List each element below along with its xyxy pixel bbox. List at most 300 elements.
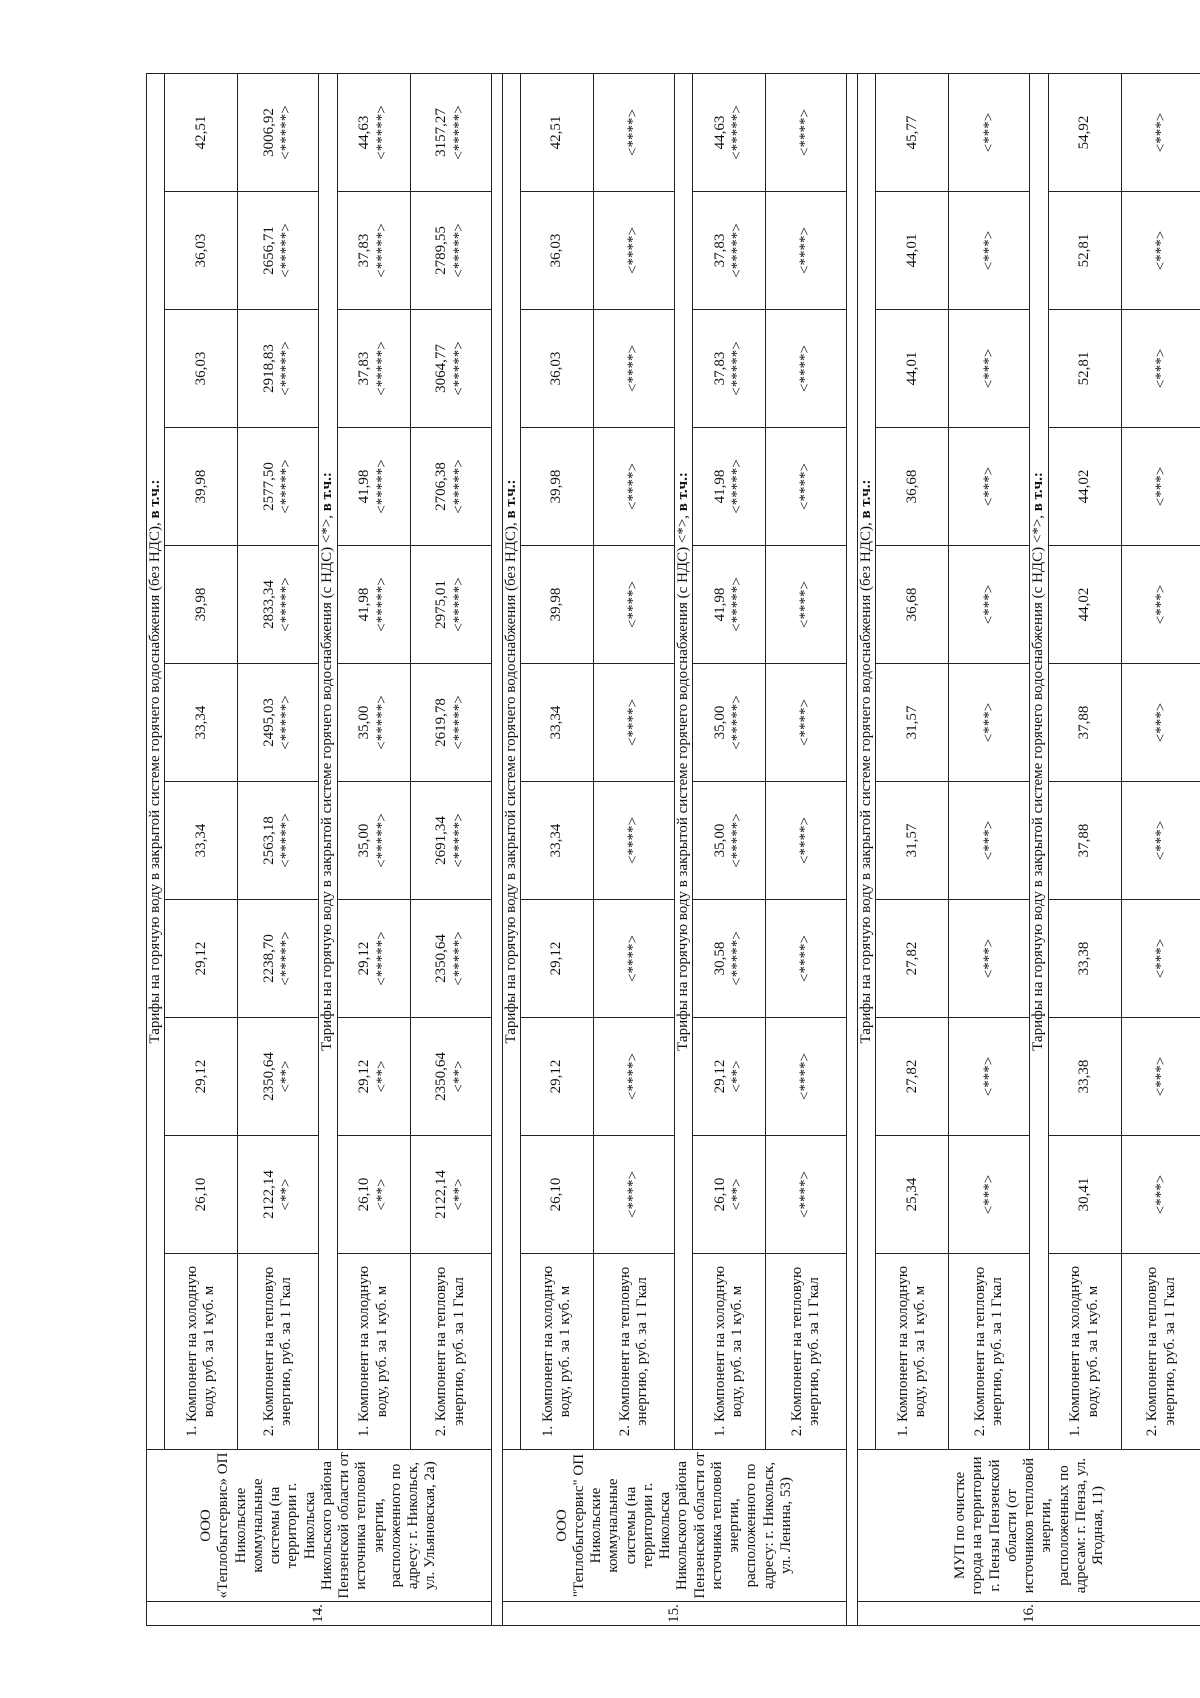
tariff-value: 2789,55	[433, 226, 450, 275]
tariff-row	[593, 73, 674, 1625]
tariff-value: 54,92	[1075, 115, 1092, 150]
tariff-value: 33,34	[192, 823, 209, 858]
tariff-value-cell	[165, 900, 238, 1018]
tariff-value-cell	[337, 310, 410, 428]
tariff-value: <***>	[980, 938, 997, 979]
tariff-value-cell	[520, 428, 593, 546]
tariff-value-cell	[593, 664, 674, 782]
tariff-value: <****>	[797, 1171, 814, 1218]
tariff-value-cell	[766, 73, 847, 191]
tariff-value-cell	[766, 428, 847, 546]
tariff-value-cell	[1048, 310, 1121, 428]
tariff-value: <****>	[797, 109, 814, 156]
tariff-value-cell	[410, 546, 491, 664]
section-header	[858, 73, 876, 1449]
tariff-value-cell	[337, 428, 410, 546]
tariff-value: <****>	[797, 345, 814, 392]
row-label: 2. Компонент на тепловую энергию, руб. за 1 Гкал	[949, 1254, 1030, 1450]
tariff-note: <*****>	[278, 813, 295, 868]
tariff-value: 31,57	[903, 705, 920, 740]
tariff-value: <****>	[625, 581, 642, 628]
tariff-value-cell	[165, 546, 238, 664]
tariff-value: <***>	[980, 348, 997, 389]
tariff-value: <***>	[1152, 1174, 1169, 1215]
tariff-value-cell	[1121, 900, 1200, 1018]
tariff-value-cell	[593, 192, 674, 310]
tariff-value-cell	[410, 428, 491, 546]
tariff-value-cell	[410, 664, 491, 782]
block-separator-row	[847, 73, 858, 1625]
tariff-value-cell	[410, 782, 491, 900]
tariff-value: <***>	[1152, 348, 1169, 389]
tariff-value: <***>	[1152, 466, 1169, 507]
tariff-value-cell	[165, 428, 238, 546]
tariff-value-cell	[593, 73, 674, 191]
tariff-value-cell	[593, 428, 674, 546]
tariff-value: <****>	[625, 345, 642, 392]
tariff-value: 52,81	[1075, 351, 1092, 386]
tariff-value-cell	[949, 664, 1030, 782]
tariff-value: <***>	[1152, 584, 1169, 625]
tariff-value-cell	[1048, 546, 1121, 664]
tariff-value: <***>	[980, 702, 997, 743]
tariff-value: 30,41	[1075, 1177, 1092, 1212]
tariff-value: 2833,34	[261, 580, 277, 629]
section-header-row	[1030, 73, 1048, 1625]
tariff-value: 33,34	[548, 705, 565, 740]
tariff-value: <****>	[625, 699, 642, 746]
tariff-value-cell	[410, 192, 491, 310]
tariff-value-cell	[766, 900, 847, 1018]
tariff-value-cell	[766, 1018, 847, 1136]
tariff-value-cell	[337, 664, 410, 782]
tariff-value-cell	[165, 782, 238, 900]
tariff-note: <*****>	[373, 577, 390, 632]
tariff-value: 44,63	[711, 115, 728, 150]
tariff-note: <*****>	[729, 459, 745, 514]
tariff-value: 26,10	[711, 1177, 728, 1212]
tariff-value-cell	[693, 1018, 766, 1136]
tariff-value: <***>	[1152, 820, 1169, 861]
tariff-row	[1121, 73, 1200, 1625]
tariff-value: 36,03	[192, 233, 209, 268]
tariff-value-cell	[520, 782, 593, 900]
tariff-note: <*****>	[373, 459, 390, 514]
tariff-value-cell	[876, 900, 949, 1018]
tariff-value: <****>	[625, 227, 642, 274]
tariff-value: 36,03	[548, 351, 565, 386]
tariff-row	[949, 73, 1030, 1625]
tariff-value: 3157,27	[433, 108, 450, 157]
tariff-value: <****>	[625, 1171, 642, 1218]
tariff-value: 36,03	[192, 351, 209, 386]
tariff-value-cell	[1121, 428, 1200, 546]
row-label: 2. Компонент на тепловую энергию, руб. за 1 Гкал	[593, 1254, 674, 1450]
tariff-value-cell	[337, 546, 410, 664]
tariff-value-cell	[766, 546, 847, 664]
tariff-value: 44,02	[1075, 587, 1092, 622]
tariff-value-cell	[520, 1136, 593, 1254]
section-header-suffix: в т.ч.:	[858, 479, 874, 519]
tariff-note: <*****>	[450, 341, 467, 396]
tariff-value-cell	[949, 546, 1030, 664]
row-label: 2. Компонент на тепловую энергию, руб. за 1 Гкал	[238, 1254, 319, 1450]
tariff-value: 41,98	[356, 469, 373, 504]
tariff-row	[876, 73, 949, 1625]
tariff-value-cell	[337, 1018, 410, 1136]
tariff-value: <****>	[797, 463, 814, 510]
section-header-suffix: в т.ч.:	[147, 479, 163, 519]
block-separator	[847, 73, 858, 1625]
tariff-value-cell	[1121, 73, 1200, 191]
tariff-value: 26,10	[356, 1177, 373, 1212]
tariff-note: <**>	[450, 1060, 467, 1093]
tariff-value: <****>	[625, 817, 642, 864]
tariff-value: 37,83	[711, 351, 728, 386]
tariff-value-cell	[1048, 1136, 1121, 1254]
tariff-value: 25,34	[903, 1177, 920, 1212]
tariff-value: 33,34	[192, 705, 209, 740]
tariff-value: 29,12	[356, 1059, 373, 1094]
tariff-value: 35,00	[711, 705, 728, 740]
organization-name: ООО «Теплобытсервис» ОП Никольские коммунальные системы (на территории г. Никольска Никольского района Пензенской области от источника тепловой энергии, расположенного по адресу: г. Никольск, ул. Ульяновская, 2а)	[147, 1450, 492, 1602]
tariff-value: 35,00	[711, 823, 728, 858]
tariff-value-cell	[693, 546, 766, 664]
section-header	[319, 73, 337, 1449]
row-label: 1. Компонент на холодную воду, руб. за 1 куб. м	[1048, 1254, 1121, 1450]
tariff-note: <*****>	[729, 695, 745, 750]
tariff-value-cell	[1048, 1018, 1121, 1136]
row-number: 16.	[858, 1602, 1200, 1626]
row-number: 15.	[502, 1602, 847, 1626]
tariff-value: 29,12	[356, 941, 373, 976]
tariff-value-cell	[165, 1136, 238, 1254]
tariff-value-cell	[410, 73, 491, 191]
tariff-row	[410, 73, 491, 1625]
tariff-note: <*****>	[729, 341, 745, 396]
tariff-note: <*****>	[278, 695, 295, 750]
tariff-value-cell	[165, 1018, 238, 1136]
tariff-value-cell	[238, 782, 319, 900]
section-header-row	[319, 73, 337, 1625]
tariff-value: 37,88	[1075, 705, 1092, 740]
tariff-value-cell	[876, 192, 949, 310]
tariff-value: 2691,34	[433, 816, 450, 865]
tariff-value: 37,83	[356, 351, 373, 386]
tariff-value-cell	[238, 310, 319, 428]
tariff-value: 36,68	[903, 469, 920, 504]
tariff-value: 27,82	[903, 1059, 920, 1094]
tariff-value-cell	[337, 900, 410, 1018]
tariff-value: 2350,64	[433, 1052, 450, 1101]
tariff-value-cell	[165, 192, 238, 310]
tariff-note: <*****>	[450, 695, 467, 750]
section-header-row	[502, 73, 520, 1625]
tariff-value: 3006,92	[261, 108, 277, 157]
section-header-row	[674, 73, 692, 1625]
tariff-note: <*****>	[278, 105, 295, 160]
tariff-value-cell	[337, 192, 410, 310]
tariff-value: 41,98	[356, 587, 373, 622]
section-header	[147, 73, 165, 1449]
tariff-value-cell	[876, 664, 949, 782]
tariff-value-cell	[876, 1136, 949, 1254]
tariff-note: <*****>	[278, 223, 295, 278]
tariff-value: 2656,71	[261, 226, 277, 275]
tariff-note: <*****>	[278, 931, 295, 986]
tariff-value-cell	[165, 664, 238, 782]
tariff-value-cell	[693, 900, 766, 1018]
tariff-value: 35,00	[356, 823, 373, 858]
tariff-value-cell	[766, 1136, 847, 1254]
tariff-value: 44,63	[356, 115, 373, 150]
section-header	[502, 73, 520, 1449]
tariff-value-cell	[1121, 782, 1200, 900]
row-label: 2. Компонент на тепловую энергию, руб. за 1 Гкал	[766, 1254, 847, 1450]
tariff-value: 35,00	[356, 705, 373, 740]
tariff-value: 3064,77	[433, 344, 450, 393]
tariff-value: 29,12	[711, 1059, 728, 1094]
tariff-note: <*****>	[373, 341, 390, 396]
tariff-value-cell	[337, 73, 410, 191]
tariff-note: <*****>	[729, 813, 745, 868]
tariff-value-cell	[238, 192, 319, 310]
tariff-value: 29,12	[192, 941, 209, 976]
tariff-value: 33,38	[1075, 941, 1092, 976]
tariff-value: 39,98	[548, 587, 565, 622]
tariff-value-cell	[593, 546, 674, 664]
tariff-value: 2350,64	[433, 934, 450, 983]
tariff-value: <****>	[797, 699, 814, 746]
tariff-value-cell	[1048, 664, 1121, 782]
tariff-note: <*****>	[373, 813, 390, 868]
tariff-note: <*****>	[729, 577, 745, 632]
tariff-row	[1048, 73, 1121, 1625]
tariff-value-cell	[949, 1018, 1030, 1136]
tariff-value-cell	[1121, 310, 1200, 428]
tariff-value: 45,77	[903, 115, 920, 150]
tariff-note: <*****>	[450, 223, 467, 278]
tariff-table-body	[147, 73, 1200, 1625]
tariff-value: 44,01	[903, 351, 920, 386]
tariff-value-cell	[876, 546, 949, 664]
tariff-value-cell	[876, 782, 949, 900]
tariff-note: <**>	[278, 1060, 295, 1093]
row-label: 1. Компонент на холодную воду, руб. за 1 куб. м	[337, 1254, 410, 1450]
tariff-value-cell	[949, 192, 1030, 310]
tariff-value: <****>	[797, 1053, 814, 1100]
section-header-row	[858, 73, 876, 1625]
block-separator	[491, 73, 502, 1625]
tariff-value-cell	[593, 310, 674, 428]
organization-name: МУП по очистке города на территории г. Пензы Пензенской области (от источников тепловой энергии, расположенных по адресам: г. Пенза, ул. Ягодная, 11)	[858, 1450, 1200, 1602]
section-header-text: Тарифы на горячую воду в закрытой системе горячего водоснабжения (без НДС),	[858, 518, 874, 1044]
tariff-value-cell	[165, 310, 238, 428]
tariff-value: <***>	[980, 820, 997, 861]
tariff-value: 2577,50	[261, 462, 277, 511]
tariff-note: <*****>	[278, 341, 295, 396]
tariff-value-cell	[693, 428, 766, 546]
row-label: 1. Компонент на холодную воду, руб. за 1 куб. м	[876, 1254, 949, 1450]
organization-name: ООО "Теплобытсервис" ОП Никольские коммунальные системы (на территории г. Никольска Никольского района Пензенской области от источника тепловой энергии, расположенного по адресу: г. Никольск, ул. Ленина, 53)	[502, 1450, 847, 1602]
tariff-value: 27,82	[903, 941, 920, 976]
tariff-value-cell	[876, 310, 949, 428]
tariff-value-cell	[1048, 428, 1121, 546]
tariff-value-cell	[593, 782, 674, 900]
tariff-note: <*****>	[278, 577, 295, 632]
tariff-value: 42,51	[548, 115, 565, 150]
tariff-row	[165, 73, 238, 1625]
tariff-value-cell	[238, 546, 319, 664]
tariff-value-cell	[165, 73, 238, 191]
tariff-value-cell	[766, 782, 847, 900]
tariff-value: <***>	[980, 1174, 997, 1215]
tariff-value: <****>	[625, 463, 642, 510]
tariff-note: <**>	[373, 1060, 390, 1093]
tariff-value-cell	[766, 310, 847, 428]
tariff-note: <**>	[729, 1178, 745, 1211]
tariff-value: 37,83	[711, 233, 728, 268]
tariff-note: <*****>	[450, 459, 467, 514]
tariff-value: 36,68	[903, 587, 920, 622]
block-separator-row	[491, 73, 502, 1625]
tariff-row	[766, 73, 847, 1625]
tariff-value-cell	[1048, 900, 1121, 1018]
tariff-value: 31,57	[903, 823, 920, 858]
tariff-value-cell	[1121, 1136, 1200, 1254]
row-label: 2. Компонент на тепловую энергию, руб. за 1 Гкал	[410, 1254, 491, 1450]
tariff-value: <****>	[797, 817, 814, 864]
tariff-value-cell	[949, 428, 1030, 546]
section-header	[674, 73, 692, 1449]
tariff-value: 39,98	[548, 469, 565, 504]
tariff-value: 2495,03	[261, 698, 277, 747]
tariff-value: 29,12	[548, 1059, 565, 1094]
tariff-value: 2238,70	[261, 934, 277, 983]
tariff-value-cell	[520, 900, 593, 1018]
tariff-value: <***>	[980, 584, 997, 625]
tariff-value-cell	[766, 192, 847, 310]
row-label: 1. Компонент на холодную воду, руб. за 1 куб. м	[165, 1254, 238, 1450]
tariff-value-cell	[410, 1136, 491, 1254]
tariff-value-cell	[949, 310, 1030, 428]
tariff-value: 2122,14	[433, 1170, 450, 1219]
tariff-value-cell	[593, 1018, 674, 1136]
tariff-value-cell	[410, 1018, 491, 1136]
tariff-value-cell	[410, 310, 491, 428]
tariff-value-cell	[1048, 73, 1121, 191]
section-header-text: Тарифы на горячую воду в закрытой системе горячего водоснабжения (с НДС) <*>,	[319, 511, 336, 1051]
tariff-value-cell	[520, 664, 593, 782]
tariff-value: 39,98	[192, 587, 209, 622]
row-label: 1. Компонент на холодную воду, руб. за 1 куб. м	[520, 1254, 593, 1450]
tariff-value-cell	[949, 73, 1030, 191]
tariff-value-cell	[949, 782, 1030, 900]
section-header-row	[147, 73, 165, 1625]
tariff-note: <*****>	[373, 931, 390, 986]
tariff-value-cell	[876, 428, 949, 546]
tariff-value: 2563,18	[261, 816, 277, 865]
tariff-value-cell	[238, 1018, 319, 1136]
section-header-text: Тарифы на горячую воду в закрытой системе горячего водоснабжения (с НДС) <*>,	[1030, 511, 1047, 1051]
tariff-note: <*****>	[450, 931, 467, 986]
tariff-note: <*****>	[373, 695, 390, 750]
tariff-value: <****>	[625, 1053, 642, 1100]
tariff-value: <****>	[625, 935, 642, 982]
tariff-note: <*****>	[278, 459, 295, 514]
tariff-value: 44,02	[1075, 469, 1092, 504]
tariff-value: 2350,64	[261, 1052, 277, 1101]
tariff-value-cell	[876, 73, 949, 191]
tariff-value: <***>	[1152, 230, 1169, 271]
tariff-value-cell	[520, 310, 593, 428]
tariff-note: <**>	[278, 1178, 295, 1211]
tariff-value: 44,01	[903, 233, 920, 268]
tariff-value: <***>	[980, 1056, 997, 1097]
tariff-value-cell	[693, 1136, 766, 1254]
tariff-note: <*****>	[450, 813, 467, 868]
tariff-value-cell	[337, 782, 410, 900]
tariff-value: <***>	[1152, 1056, 1169, 1097]
tariff-value-cell	[1121, 192, 1200, 310]
tariff-note: <*****>	[450, 577, 467, 632]
tariff-note: <*****>	[729, 105, 745, 160]
tariff-value-cell	[693, 73, 766, 191]
tariff-value-cell	[766, 664, 847, 782]
tariff-note: <**>	[450, 1178, 467, 1211]
tariff-value: 41,98	[711, 587, 728, 622]
tariff-value: <***>	[1152, 702, 1169, 743]
tariff-value-cell	[593, 1136, 674, 1254]
tariff-value: 41,98	[711, 469, 728, 504]
tariff-value-cell	[949, 900, 1030, 1018]
section-header-suffix: в т.ч.:	[1030, 472, 1047, 512]
tariff-value: <****>	[797, 581, 814, 628]
tariff-value: 29,12	[192, 1059, 209, 1094]
tariff-value: <***>	[980, 112, 997, 153]
tariff-value: 26,10	[192, 1177, 209, 1212]
tariff-note: <*****>	[450, 105, 467, 160]
tariff-value-cell	[693, 664, 766, 782]
tariff-value-cell	[238, 900, 319, 1018]
section-header	[1030, 73, 1048, 1449]
tariff-note: <**>	[729, 1060, 745, 1093]
tariff-value-cell	[337, 1136, 410, 1254]
section-header-text: Тарифы на горячую воду в закрытой системе горячего водоснабжения (без НДС),	[502, 518, 519, 1044]
section-header-text: Тарифы на горячую воду в закрытой системе горячего водоснабжения (без НДС),	[147, 518, 163, 1044]
section-header-text: Тарифы на горячую воду в закрытой системе горячего водоснабжения (с НДС) <*>,	[674, 511, 691, 1051]
tariff-row	[520, 73, 593, 1625]
tariff-value: <****>	[625, 109, 642, 156]
tariff-value: <***>	[980, 230, 997, 271]
tariff-value: 33,34	[548, 823, 565, 858]
tariff-value-cell	[693, 310, 766, 428]
tariff-value: 36,03	[548, 233, 565, 268]
tariff-value-cell	[520, 1018, 593, 1136]
tariff-row	[238, 73, 319, 1625]
tariff-value-cell	[1048, 782, 1121, 900]
tariff-value-cell	[593, 900, 674, 1018]
tariff-value-cell	[1121, 664, 1200, 782]
tariff-value-cell	[1121, 1018, 1200, 1136]
tariff-value: 42,51	[192, 115, 209, 150]
tariff-row	[337, 73, 410, 1625]
tariff-note: <*****>	[729, 931, 745, 986]
tariff-value-cell	[238, 428, 319, 546]
tariff-value-cell	[520, 546, 593, 664]
tariff-note: <*****>	[373, 105, 390, 160]
row-label: 1. Компонент на холодную воду, руб. за 1 куб. м	[693, 1254, 766, 1450]
